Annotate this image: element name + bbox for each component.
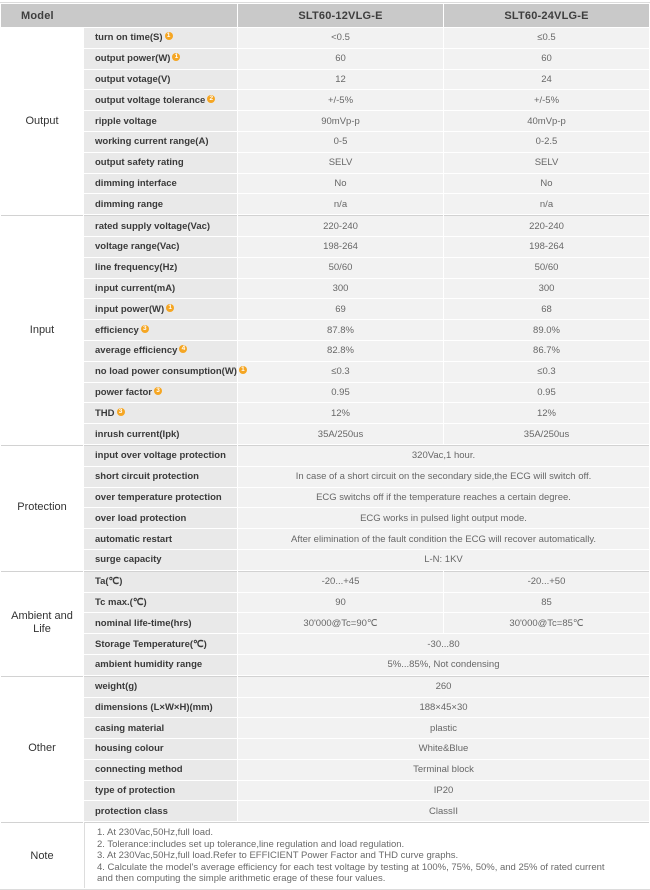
table-row bbox=[1, 341, 649, 361]
spec-table bbox=[0, 2, 650, 890]
value-cell: 198-264 bbox=[444, 237, 649, 257]
footnote-marker: 1 bbox=[166, 304, 174, 312]
table-row bbox=[1, 467, 649, 487]
table-row bbox=[1, 488, 649, 508]
param-label: efficiency 3 bbox=[84, 320, 237, 340]
value-cell-span: ClassII bbox=[238, 801, 649, 821]
model-header-cell bbox=[1, 4, 237, 27]
value-cell-span: IP20 bbox=[238, 781, 649, 801]
value-cell-span: In case of a short circuit on the secondary side,the ECG will switch off. bbox=[238, 467, 649, 487]
param-label: THD 3 bbox=[84, 403, 237, 423]
section-label-output: Output bbox=[1, 28, 83, 214]
param-label: automatic restart bbox=[84, 529, 237, 549]
value-cell: No bbox=[238, 174, 443, 194]
param-label: rated supply voltage(Vac) bbox=[84, 215, 237, 236]
value-cell: 300 bbox=[238, 279, 443, 299]
note-line: 4. Calculate the model's average efficiency for each test voltage by testing at 100%, 75%, 50%, and 25% of rated current and then computing the simple arithmetic erage of these four values. bbox=[97, 861, 605, 884]
value-cell-span: 260 bbox=[238, 676, 649, 697]
value-cell: SELV bbox=[238, 153, 443, 173]
value-cell: -20...+45 bbox=[238, 571, 443, 592]
table-row bbox=[1, 739, 649, 759]
param-label: power factor 3 bbox=[84, 383, 237, 403]
value-cell: 89.0% bbox=[444, 320, 649, 340]
footnote-marker: 3 bbox=[117, 408, 125, 416]
param-label: average efficiency 4 bbox=[84, 341, 237, 361]
note-text-cell bbox=[84, 822, 649, 888]
table-row bbox=[1, 698, 649, 718]
section-label-protection: Protection bbox=[1, 445, 83, 570]
table-row bbox=[1, 634, 649, 654]
table-row bbox=[1, 550, 649, 570]
section-label-note: Note bbox=[1, 822, 83, 888]
param-label: over temperature protection bbox=[84, 488, 237, 508]
param-label: output power(W) 1 bbox=[84, 49, 237, 69]
footnote-marker: 1 bbox=[172, 53, 180, 61]
model-1-header: SLT60-12VLG-E bbox=[238, 4, 443, 27]
value-cell: +/-5% bbox=[238, 90, 443, 110]
value-cell-span: 320Vac,1 hour. bbox=[238, 445, 649, 466]
table-row bbox=[1, 718, 649, 738]
param-label: Tc max.(℃) bbox=[84, 593, 237, 613]
value-cell: No bbox=[444, 174, 649, 194]
param-label: housing colour bbox=[84, 739, 237, 759]
value-cell-span: L-N: 1KV bbox=[238, 550, 649, 570]
value-cell: 198-264 bbox=[238, 237, 443, 257]
value-cell: 12% bbox=[238, 403, 443, 423]
note-line: 1. At 230Vac,50Hz,full load. bbox=[97, 827, 214, 839]
table-row bbox=[1, 508, 649, 528]
model-2-header: SLT60-24VLG-E bbox=[444, 4, 649, 27]
value-cell: 24 bbox=[444, 70, 649, 90]
footnote-marker: 4 bbox=[179, 345, 187, 353]
value-cell: n/a bbox=[444, 194, 649, 214]
param-label: output votage(V) bbox=[84, 70, 237, 90]
param-label: nominal life-time(hrs) bbox=[84, 613, 237, 633]
table-row bbox=[1, 383, 649, 403]
value-cell: 30'000@Tc=90℃ bbox=[238, 613, 443, 633]
table-row bbox=[1, 362, 649, 382]
table-row bbox=[1, 445, 649, 466]
param-label: casing material bbox=[84, 718, 237, 738]
table-row bbox=[1, 258, 649, 278]
value-cell: 12% bbox=[444, 403, 649, 423]
value-cell: 12 bbox=[238, 70, 443, 90]
param-label: output voltage tolerance 2 bbox=[84, 90, 237, 110]
value-cell: 90mVp-p bbox=[238, 111, 443, 131]
value-cell-span: 5%...85%, Not condensing bbox=[238, 655, 649, 675]
table-row bbox=[1, 279, 649, 299]
value-cell: -20...+50 bbox=[444, 571, 649, 592]
table-row bbox=[1, 28, 649, 48]
value-cell: 68 bbox=[444, 299, 649, 319]
footnote-marker: 1 bbox=[239, 366, 247, 374]
table-row bbox=[1, 760, 649, 780]
param-label: short circuit protection bbox=[84, 467, 237, 487]
value-cell-span: After elimination of the fault condition the ECG will recover automatically. bbox=[238, 529, 649, 549]
table-row bbox=[1, 529, 649, 549]
value-cell: 0.95 bbox=[444, 383, 649, 403]
value-cell: +/-5% bbox=[444, 90, 649, 110]
section-label-input: Input bbox=[1, 215, 83, 444]
param-label: surge capacity bbox=[84, 550, 237, 570]
param-label: over load protection bbox=[84, 508, 237, 528]
value-cell: SELV bbox=[444, 153, 649, 173]
param-label: output safety rating bbox=[84, 153, 237, 173]
value-cell: 60 bbox=[238, 49, 443, 69]
value-cell: 85 bbox=[444, 593, 649, 613]
value-cell: 300 bbox=[444, 279, 649, 299]
param-label: no load power consumption(W) 1 bbox=[84, 362, 237, 382]
table-row bbox=[1, 403, 649, 423]
table-row bbox=[1, 153, 649, 173]
param-label: weight(g) bbox=[84, 676, 237, 697]
param-label: connecting method bbox=[84, 760, 237, 780]
value-cell: ≤0.3 bbox=[238, 362, 443, 382]
table-row bbox=[1, 194, 649, 214]
note-line: 3. At 230Vac,50Hz,full load.Refer to EFFICIENT Power Factor and THD curve graphs. bbox=[97, 850, 459, 862]
param-label: protection class bbox=[84, 801, 237, 821]
footnote-marker: 3 bbox=[154, 387, 162, 395]
table-row bbox=[1, 132, 649, 152]
value-cell: 30'000@Tc=85℃ bbox=[444, 613, 649, 633]
param-label: turn on time(S) 1 bbox=[84, 28, 237, 48]
value-cell: 35A/250us bbox=[444, 424, 649, 444]
section-label-ambient-and-life: Ambient and Life bbox=[1, 571, 83, 675]
param-label: dimensions (L×W×H)(mm) bbox=[84, 698, 237, 718]
table-row bbox=[1, 70, 649, 90]
value-cell: 82.8% bbox=[238, 341, 443, 361]
param-label: inrush current(Ipk) bbox=[84, 424, 237, 444]
table-row bbox=[1, 237, 649, 257]
value-cell-span: plastic bbox=[238, 718, 649, 738]
value-cell-span: ECG works in pulsed light output mode. bbox=[238, 508, 649, 528]
value-cell: 50/60 bbox=[238, 258, 443, 278]
table-row bbox=[1, 174, 649, 194]
param-label: input over voltage protection bbox=[84, 445, 237, 466]
note-row bbox=[1, 822, 649, 888]
param-label: Ta(℃) bbox=[84, 571, 237, 592]
value-cell: ≤0.3 bbox=[444, 362, 649, 382]
table-row bbox=[1, 215, 649, 236]
table-row bbox=[1, 111, 649, 131]
value-cell: 0-2.5 bbox=[444, 132, 649, 152]
table-row bbox=[1, 781, 649, 801]
value-cell-span: White&Blue bbox=[238, 739, 649, 759]
value-cell-span: ECG switchs off if the temperature reaches a certain degree. bbox=[238, 488, 649, 508]
value-cell-span: -30...80 bbox=[238, 634, 649, 654]
value-cell-span: 188×45×30 bbox=[238, 698, 649, 718]
model-header-label: Model bbox=[21, 9, 54, 22]
param-label: voltage range(Vac) bbox=[84, 237, 237, 257]
value-cell-span: Terminal block bbox=[238, 760, 649, 780]
value-cell: ≤0.5 bbox=[444, 28, 649, 48]
table-header-row bbox=[1, 4, 649, 27]
table-row bbox=[1, 571, 649, 592]
value-cell: 220-240 bbox=[444, 215, 649, 236]
value-cell: 35A/250us bbox=[238, 424, 443, 444]
value-cell: <0.5 bbox=[238, 28, 443, 48]
table-row bbox=[1, 320, 649, 340]
value-cell: 90 bbox=[238, 593, 443, 613]
value-cell: 40mVp-p bbox=[444, 111, 649, 131]
param-label: dimming interface bbox=[84, 174, 237, 194]
table-row bbox=[1, 49, 649, 69]
value-cell: 0.95 bbox=[238, 383, 443, 403]
table-row bbox=[1, 655, 649, 675]
table-row bbox=[1, 593, 649, 613]
param-label: line frequency(Hz) bbox=[84, 258, 237, 278]
table-row bbox=[1, 801, 649, 821]
param-label: Storage Temperature(℃) bbox=[84, 634, 237, 654]
value-cell: 86.7% bbox=[444, 341, 649, 361]
param-label: input current(mA) bbox=[84, 279, 237, 299]
table-row bbox=[1, 613, 649, 633]
note-line: 2. Tolerance:includes set up tolerance,line regulation and load regulation. bbox=[97, 838, 405, 850]
section-label-other: Other bbox=[1, 676, 83, 822]
table-row bbox=[1, 676, 649, 697]
param-label: dimming range bbox=[84, 194, 237, 214]
table-row bbox=[1, 90, 649, 110]
value-cell: 50/60 bbox=[444, 258, 649, 278]
param-label: ambient humidity range bbox=[84, 655, 237, 675]
param-label: ripple voltage bbox=[84, 111, 237, 131]
value-cell: 220-240 bbox=[238, 215, 443, 236]
table-row bbox=[1, 424, 649, 444]
param-label: working current range(A) bbox=[84, 132, 237, 152]
value-cell: n/a bbox=[238, 194, 443, 214]
table-row bbox=[1, 299, 649, 319]
param-label: input power(W) 1 bbox=[84, 299, 237, 319]
footnote-marker: 1 bbox=[165, 32, 173, 40]
value-cell: 0-5 bbox=[238, 132, 443, 152]
value-cell: 60 bbox=[444, 49, 649, 69]
value-cell: 69 bbox=[238, 299, 443, 319]
footnote-marker: 2 bbox=[207, 95, 215, 103]
value-cell: 87.8% bbox=[238, 320, 443, 340]
param-label: type of protection bbox=[84, 781, 237, 801]
spec-table-body bbox=[1, 28, 649, 888]
footnote-marker: 3 bbox=[141, 325, 149, 333]
